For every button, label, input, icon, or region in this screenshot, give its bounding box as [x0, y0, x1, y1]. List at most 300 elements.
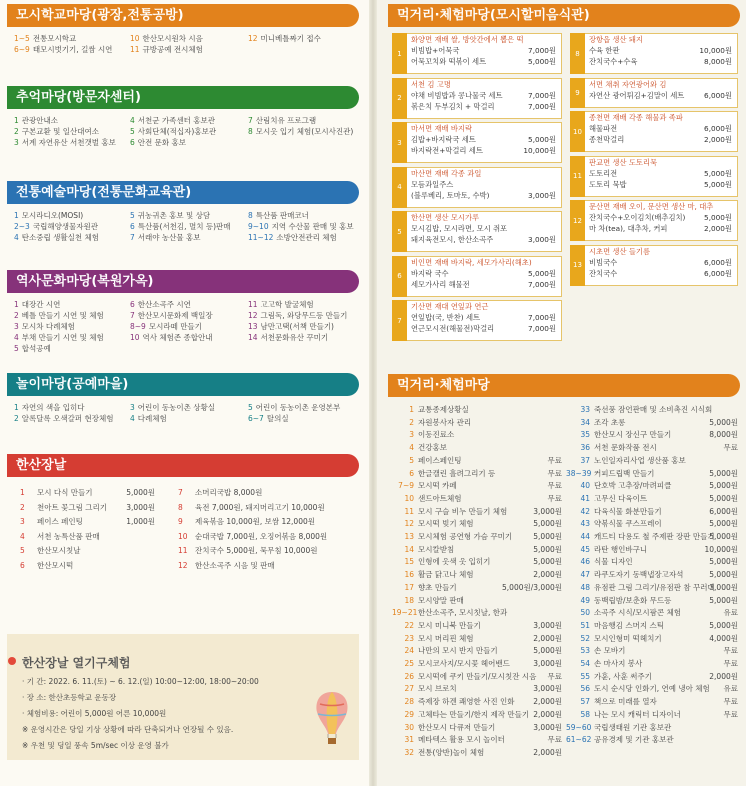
- food2-item: [566, 481, 738, 491]
- box-row: [411, 180, 556, 190]
- item-number: 36: [580, 443, 590, 453]
- program-item: [130, 333, 213, 343]
- item-label: 귀농귀촌 홍보 및 상담: [137, 211, 211, 220]
- item-label: 한산모시칫날: [37, 546, 81, 555]
- program-item: [248, 322, 334, 332]
- item-number: 5: [248, 403, 253, 412]
- market-item: [20, 546, 155, 556]
- item-number: 6~7: [248, 414, 264, 423]
- item-number: 40: [580, 481, 590, 491]
- item-label: 한글캘린 흘려그리기 등: [418, 468, 496, 478]
- food2-item: [566, 418, 738, 428]
- box-row: [411, 224, 556, 234]
- program-item: [248, 211, 309, 221]
- row-label: 돼지육전모시, 한산소곡주: [411, 235, 494, 244]
- program-item: [14, 311, 104, 321]
- program-item: [14, 300, 60, 310]
- item-label: 자연의 색을 입히다: [21, 403, 85, 412]
- item-number: 27: [404, 684, 414, 694]
- box-row: [411, 235, 556, 245]
- item-number: 13: [248, 322, 258, 331]
- item-number: 14: [404, 544, 414, 554]
- box-title: 판교면 생산 도토리묵: [589, 157, 658, 167]
- item-number: 6~9: [14, 45, 30, 54]
- item-price: 무료: [547, 455, 562, 465]
- item-label: 한산모시 다큐저 만들기: [418, 722, 496, 732]
- item-number: 1~5: [14, 34, 30, 43]
- program-item: [14, 403, 85, 413]
- program-item: [248, 300, 314, 310]
- item-price: 5,000원: [709, 532, 738, 541]
- box-title: 기산면 재대 연잎과 연근: [411, 302, 489, 311]
- item-label: 모시양말 판매: [418, 595, 464, 605]
- item-number: 53: [580, 646, 590, 656]
- food2-item: [392, 646, 562, 656]
- item-number: 3: [14, 322, 19, 331]
- row-label: 바지락 국수: [411, 268, 449, 278]
- food2-item: [392, 634, 562, 644]
- program-item: [130, 300, 191, 310]
- item-label: 다례체험: [137, 414, 167, 423]
- box-row: [411, 324, 556, 334]
- row-price: 7,000원: [528, 324, 556, 333]
- event-detail: · 기 간: 2022. 6. 11.(토) ~ 6. 12.(일) 10:00~12:00, 18:00~20:00: [22, 677, 259, 686]
- item-label: 부채 만들기 시연 및 체험: [21, 333, 104, 342]
- program-item: [248, 414, 289, 424]
- row-label: 바지락전+막걸리 세트: [411, 146, 483, 155]
- item-number: 61~62: [566, 735, 592, 745]
- item-label: 육전 7,000원, 돼지머리고기 10,000원: [195, 502, 325, 512]
- item-label: 노인일자리사업 생산품 홍보: [594, 455, 686, 465]
- program-item: [130, 34, 203, 44]
- food2-item: [566, 570, 738, 580]
- item-label: 한산소곡주 시연: [137, 300, 191, 309]
- item-number: 45: [580, 544, 590, 554]
- box-row: [411, 269, 556, 279]
- program-item: [130, 222, 230, 232]
- item-number: 2: [14, 311, 19, 320]
- item-number: 5: [20, 546, 25, 555]
- item-label: 산림치유 프로그램: [255, 116, 317, 125]
- item-label: 사회단체(적십자)홍보관: [137, 127, 217, 136]
- item-number: 3: [130, 403, 135, 412]
- item-number: 59~60: [566, 722, 592, 732]
- box-title: 문산면 재배 오이, 문산면 생산 마, 대추: [589, 202, 714, 211]
- item-number: 4: [130, 116, 135, 125]
- item-label: 동백립밤/보춘화 무드등: [594, 595, 672, 605]
- item-price: 3,000원: [709, 582, 738, 592]
- item-price: 3,000원: [533, 659, 562, 668]
- row-price: 5,000원: [528, 57, 556, 66]
- row-label: 세모가사리 해물전: [411, 279, 470, 289]
- item-number: 19~21: [392, 608, 418, 618]
- food2-item: [566, 646, 738, 656]
- item-number: 7: [130, 233, 135, 242]
- item-number: 6: [130, 138, 135, 147]
- row-label: 해물파전: [589, 124, 618, 133]
- box-row: [411, 191, 556, 201]
- item-number: 1: [14, 116, 19, 125]
- item-number: 12: [248, 311, 258, 320]
- food2-item: [392, 621, 562, 631]
- item-label: 모시체험 공연형 가슴 꾸미기: [418, 532, 513, 541]
- row-label: 어묵꼬치와 떡볶이 세트: [411, 57, 487, 66]
- item-price: 5,000원/3,000원: [502, 582, 562, 592]
- item-number: 54: [580, 659, 590, 668]
- row-label: 종천막걸리: [589, 135, 625, 144]
- box-number: 3: [392, 122, 407, 163]
- section-header: 전통예술마당(전통문화교육관): [7, 181, 359, 204]
- item-number: 38~39: [566, 468, 592, 478]
- program-item: [248, 333, 328, 343]
- food2-item: [392, 456, 562, 466]
- item-number: 55: [580, 671, 590, 681]
- row-label: 연근모시전(해물전)막걸리: [411, 324, 495, 333]
- item-number: 11: [130, 45, 140, 54]
- item-label: 고고학 발굴체험: [260, 300, 314, 309]
- item-label: 서천 농특산품 판매: [37, 531, 100, 541]
- item-number: 44: [580, 532, 590, 541]
- item-number: 51: [580, 620, 590, 630]
- item-number: 6: [409, 468, 414, 478]
- item-label: 서계 자연유산 서천갯벌 홍보: [21, 138, 116, 147]
- food2-item: [392, 418, 562, 428]
- item-number: 10: [404, 493, 414, 503]
- program-item: [14, 414, 114, 424]
- item-label: 태모시벗기기, 길쌈 시연: [32, 45, 113, 54]
- program-item: [130, 138, 186, 148]
- item-number: 1: [14, 300, 19, 309]
- item-label: 도시 순시당 인화기, 연예 냉아 체험: [594, 684, 710, 694]
- food2-item: [566, 697, 738, 707]
- food2-item: [566, 557, 738, 567]
- item-number: 29: [404, 709, 414, 719]
- program-item: [14, 211, 83, 221]
- item-number: 8: [178, 502, 183, 512]
- item-label: 모시 미니북 만들기: [418, 620, 481, 630]
- item-price: 5,000원: [709, 595, 738, 605]
- item-label: 순대국밥 7,000원, 오징어볶음 8,000원: [195, 531, 328, 541]
- market-item: [20, 561, 155, 571]
- food2-item: [566, 469, 738, 479]
- section-header: 모시학교마당(광장,전통공방): [7, 4, 359, 27]
- food2-item: [566, 443, 738, 453]
- item-number: 12: [178, 560, 188, 570]
- row-label: 비빔밥+어묵국: [411, 46, 460, 55]
- food2-item: [392, 507, 562, 517]
- item-price: 유료: [723, 608, 738, 618]
- event-detail: · 체험비용: 어린이 5,000원 어른 10,000원: [22, 709, 167, 718]
- item-number: 8: [248, 127, 253, 136]
- item-number: 31: [404, 735, 414, 745]
- item-label: 전통(양반)놀이 체험: [418, 747, 485, 757]
- section-header: 놀이마당(공예마을): [7, 373, 359, 396]
- food2-item: [392, 735, 562, 745]
- program-item: [14, 333, 104, 343]
- item-price: 5,000원: [126, 488, 155, 497]
- item-number: 6: [130, 222, 135, 231]
- program-item: [130, 414, 167, 424]
- item-price: 5,000원: [533, 557, 562, 567]
- row-price: 7,000원: [528, 46, 556, 55]
- item-label: 자원봉사자 관리: [418, 417, 472, 427]
- item-number: 2: [14, 414, 19, 423]
- item-number: 56: [580, 684, 590, 694]
- row-label: 도토리 묵밥: [589, 179, 627, 189]
- program-item: [14, 222, 98, 232]
- box-row: [589, 46, 732, 56]
- food2-header: 먹거리·체험마당: [388, 374, 740, 397]
- item-number: 3: [20, 517, 25, 526]
- item-label: 관광안내소: [21, 116, 59, 125]
- box-row: [589, 258, 732, 268]
- item-label: 특산품 판매코너: [255, 211, 309, 220]
- row-price: 5,000원: [704, 213, 732, 222]
- bullet-icon: [8, 657, 16, 665]
- item-label: 어린이 동농이촌 상황실: [137, 403, 215, 412]
- food2-item: [392, 723, 562, 733]
- item-number: 7: [178, 488, 183, 497]
- food2-item: [566, 519, 738, 529]
- box-number: 5: [392, 211, 407, 252]
- item-label: 소머리국밥 8,000원: [195, 488, 263, 497]
- box-number: 12: [570, 200, 585, 241]
- row-price: 2,000원: [704, 224, 732, 233]
- item-number: 16: [404, 570, 414, 580]
- item-label: 교통종제상황실: [418, 405, 469, 414]
- item-number: 1: [14, 403, 19, 412]
- box-row: [411, 135, 556, 145]
- item-price: 4,000원: [709, 633, 738, 643]
- program-item: [14, 138, 116, 148]
- item-label: 서천군 가족센터 홍보관: [137, 116, 215, 125]
- food2-item: [392, 608, 562, 618]
- item-label: 전통모시학교: [32, 34, 77, 43]
- item-number: 12: [404, 519, 414, 529]
- food2-item: [566, 596, 738, 606]
- item-price: 무료: [547, 481, 562, 491]
- item-label: 모시칼받침: [418, 544, 455, 554]
- program-item: [14, 127, 99, 137]
- item-label: 샌드아트체험: [418, 493, 462, 503]
- section-header: 역사문화마당(복원가옥): [7, 270, 359, 293]
- row-price: 2,000원: [704, 135, 732, 144]
- item-number: 28: [404, 697, 414, 707]
- box-row: [589, 124, 732, 134]
- item-label: 고무신 다육이트: [594, 493, 648, 503]
- row-label: 자연산 광어튀김+김말이 세트: [589, 90, 685, 100]
- item-number: 26: [404, 671, 414, 681]
- program-item: [14, 344, 51, 354]
- item-label: 나는 모시 캐릭터 디자이너: [594, 709, 681, 719]
- item-label: 모시차 다례체험: [21, 322, 75, 331]
- program-item: [14, 116, 58, 126]
- item-number: 4: [14, 233, 19, 242]
- market-item: [20, 517, 155, 527]
- food2-item: [566, 405, 738, 415]
- item-label: 규방공예 전시체험: [142, 45, 203, 54]
- row-price: 8,000원: [704, 57, 732, 66]
- item-number: 11: [404, 506, 414, 516]
- food2-item: [392, 748, 562, 758]
- program-item: [248, 127, 353, 137]
- box-row: [411, 91, 556, 101]
- box-title: 시초면 생산 들기름: [589, 246, 651, 256]
- row-price: 7,000원: [528, 313, 556, 322]
- row-price: 5,000원: [704, 179, 732, 189]
- row-label: 잔치국수: [589, 268, 618, 278]
- row-price: 5,000원: [528, 135, 556, 144]
- item-number: 18: [404, 595, 414, 605]
- item-number: 1: [14, 211, 19, 220]
- item-number: 2: [14, 127, 19, 136]
- item-label: 모시 구슬 비누 만들기 체험: [418, 506, 508, 516]
- item-label: 모시떡 카페: [418, 481, 457, 491]
- item-price: 3,000원: [533, 620, 562, 630]
- row-label: 모듬과일주스: [411, 179, 454, 189]
- box-row: [411, 46, 556, 56]
- food2-item: [392, 545, 562, 555]
- program-item: [130, 127, 216, 137]
- item-number: 17: [404, 582, 414, 592]
- food2-item: [392, 557, 562, 567]
- item-label: 역사 체험존 종합안내: [142, 333, 213, 342]
- item-label: 모시 브로치: [418, 684, 457, 694]
- item-number: 30: [404, 722, 414, 732]
- item-number: 58: [580, 709, 590, 719]
- section-header: 추억마당(방문자센터): [7, 86, 359, 109]
- row-price: 5,000원: [704, 168, 732, 178]
- item-number: 5: [409, 455, 414, 465]
- item-label: 마음행김 스머지 스틱: [594, 620, 664, 630]
- program-item: [248, 233, 337, 243]
- item-price: 무료: [723, 646, 738, 656]
- item-price: 5,000원: [709, 417, 738, 427]
- item-price: 5,000원: [533, 544, 562, 554]
- box-title: 장항읍 생산 돼지: [589, 35, 643, 44]
- item-label: 서천문화유산 꾸미기: [260, 333, 329, 342]
- item-number: 49: [580, 595, 590, 605]
- market-item: [20, 503, 155, 513]
- box-row: [589, 224, 732, 234]
- row-price: 6,000원: [704, 268, 732, 278]
- row-label: 잔치국수+오이김치(배추김치): [589, 213, 686, 222]
- item-number: 25: [404, 659, 414, 668]
- item-label: 미니베틀짜기 접수: [260, 34, 321, 43]
- hot-air-balloon-icon: [314, 690, 350, 746]
- row-price: 10,000원: [523, 146, 556, 155]
- food2-item: [392, 494, 562, 504]
- food2-item: [566, 608, 738, 618]
- row-price: 7,000원: [528, 101, 556, 111]
- item-label: 모시 머리핀 체험: [418, 633, 474, 643]
- box-row: [411, 102, 556, 112]
- item-number: 2: [20, 502, 25, 512]
- item-number: 35: [580, 430, 590, 440]
- box-number: 13: [570, 245, 585, 286]
- item-label: 서래야 농산물 홍보: [137, 233, 201, 242]
- program-item: [14, 45, 112, 55]
- item-price: 무료: [547, 735, 562, 745]
- item-label: 모시떡 빚기 체험: [418, 519, 474, 529]
- item-price: 5,000원: [533, 532, 562, 541]
- item-number: 57: [580, 697, 590, 707]
- item-label: 가훈, 사훈 써주기: [594, 671, 652, 681]
- box-row: [589, 57, 732, 67]
- item-label: 안전 문화 홍보: [137, 138, 187, 147]
- row-price: 6,000원: [704, 90, 732, 100]
- food2-item: [392, 532, 562, 542]
- item-label: 라쿠도자기 동백냅장고자석: [594, 570, 684, 580]
- food2-item: [392, 710, 562, 720]
- row-price: 3,000원: [528, 190, 556, 200]
- box-number: 10: [570, 111, 585, 152]
- box-number: 11: [570, 156, 585, 197]
- item-label: 한산모시떡: [37, 560, 74, 570]
- box-number: 9: [570, 78, 585, 108]
- item-label: 조각 초롱: [594, 417, 626, 427]
- item-number: 1: [20, 488, 25, 497]
- item-number: 46: [580, 557, 590, 567]
- item-number: 4: [20, 531, 25, 541]
- box-row: [589, 180, 732, 190]
- row-price: 3,000원: [528, 235, 556, 244]
- item-price: 3,000원: [533, 722, 562, 732]
- program-item: [130, 322, 202, 332]
- program-item: [130, 116, 215, 126]
- row-label: 잔치국수+수육: [589, 57, 638, 66]
- program-item: [130, 233, 201, 243]
- item-price: 5,000원: [533, 519, 562, 529]
- item-label: 한산모시문화제 백일장: [137, 311, 213, 320]
- item-label: 합석공예: [21, 344, 51, 353]
- item-label: 천아트 꽃그림 그리기: [37, 502, 107, 512]
- food2-item: [566, 532, 738, 542]
- item-number: 6: [20, 560, 25, 570]
- item-price: 10,000원: [704, 544, 738, 554]
- item-number: 12: [248, 34, 258, 43]
- program-item: [248, 116, 316, 126]
- row-price: 7,000원: [528, 279, 556, 289]
- food2-item: [392, 684, 562, 694]
- food2-item: [566, 507, 738, 517]
- item-number: 4: [409, 443, 414, 453]
- item-price: 3,000원: [126, 502, 155, 512]
- item-price: 유료: [723, 684, 738, 694]
- item-price: 3,000원: [533, 506, 562, 516]
- item-number: 11: [248, 300, 258, 309]
- item-price: 3,000원: [533, 684, 562, 694]
- food2-item: [392, 659, 562, 669]
- item-number: 43: [580, 519, 590, 529]
- item-label: 국립해양생물자원관: [32, 222, 99, 231]
- item-number: 50: [580, 608, 590, 618]
- row-label: 마 차(tea), 대추차, 커피: [589, 224, 668, 233]
- item-number: 10: [130, 34, 140, 43]
- box-row: [589, 213, 732, 223]
- box-row: [411, 280, 556, 290]
- item-price: 2,000원: [533, 570, 562, 580]
- item-price: 5,000원: [709, 620, 738, 630]
- row-label: (블루베리, 토마토, 수박): [411, 190, 490, 200]
- box-title: 한산면 생산 모시가루: [411, 213, 480, 222]
- item-price: 2,000원: [533, 697, 562, 707]
- food2-item: [392, 570, 562, 580]
- page-fold: [369, 0, 377, 786]
- program-item: [130, 211, 210, 221]
- program-item: [248, 311, 347, 321]
- item-label: 라탄 행인바구니: [594, 544, 648, 554]
